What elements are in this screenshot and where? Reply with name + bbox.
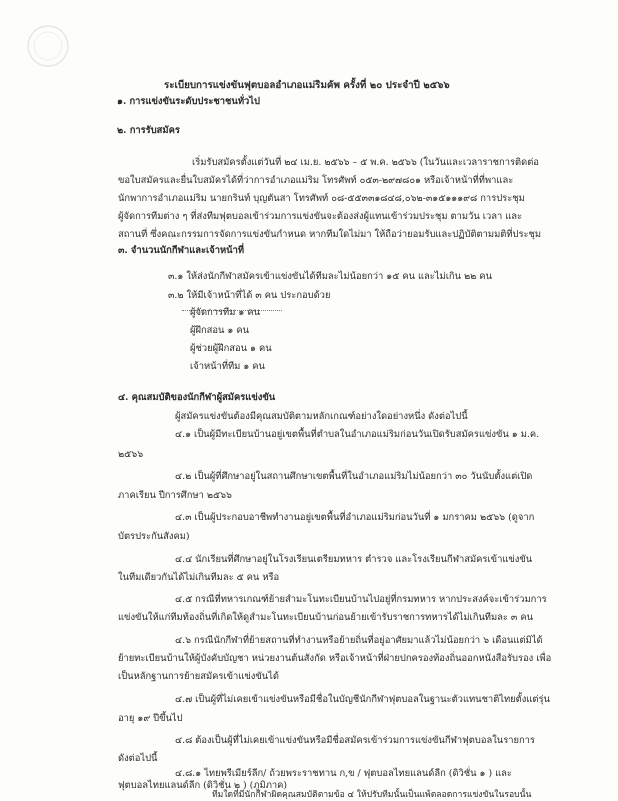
- clause-4-7-cont: อายุ ๑๙ ปีขึ้นไป: [118, 713, 183, 724]
- clause-4-2-cont: ภาคเรียน ปีการศึกษา ๒๕๖๖: [118, 490, 232, 501]
- clause-4-3: ๔.๓ เป็นผู้ประกอบอาชีพทำงานอยู่เขตพื้นที่อำเภอแม่ริมก่อนวันที่ ๑ มกราคม ๒๕๖๖ (ดูจาก: [175, 512, 535, 523]
- section-2-heading: ๒. การรับสมัคร: [117, 125, 180, 136]
- clause-4-5-cont: แข่งขันให้แก่ทีมท้องถิ่นที่เกิดให้ดูสำมะโนทะเบียนบ้านก่อนย้ายเข้ารับราชการทหารได้ไม่เกินทีมละ ๓ คน: [118, 612, 533, 623]
- clause-4-4-cont: ในทีมเดียวกันได้ไม่เกินทีมละ ๕ คน หรือ: [118, 572, 280, 583]
- staff-item: ผู้ฝึกสอน ๑ คน: [190, 325, 250, 336]
- staff-item: เจ้าหน้าที่ทีม ๑ คน: [190, 361, 265, 372]
- clause-4-3-cont: บัตรประกันสังคม): [118, 531, 190, 542]
- clause-4-2: ๔.๒ เป็นผู้ที่ศึกษาอยู่ในสถานศึกษาเขตพื้นที่ในอำเภอแม่ริมไม่น้อยกว่า ๓๐ วันนับตั้งแต่เปิด: [175, 471, 533, 482]
- clause-4-8-cont: ดังต่อไปนี้: [118, 753, 158, 764]
- section-2-line-5: สถานที่ ซึ่งคณะกรรมการจัดการแข่งขันกำหนด หากทีมใดไม่มา ให้ถือว่ายอมรับและปฏิบัติตามมติที่ประชุม: [118, 229, 542, 240]
- section-2-line-4: ผู้จัดการทีมต่าง ๆ ที่ส่งทีมฟุตบอลเข้าร่วมการแข่งขันจะต้องส่งผู้แทนเข้าร่วมประชุม ตามวัน เวลา และ: [118, 211, 523, 222]
- clause-4-7: ๔.๗ เป็นผู้ที่ไม่เคยเข้าแข่งขันหรือมีชื่อในบัญชีนักกีฬาฟุตบอลในฐานะตัวแทนชาติไทยตั้งแต่รุ่น: [175, 694, 550, 705]
- staff-item: ผู้จัดการทีม ๑ คน: [190, 307, 261, 318]
- section-3-item-2: ๓.๒ ให้มีเจ้าหน้าที่ได้ ๓ คน ประกอบด้วย: [168, 290, 331, 301]
- section-2-line-3: นักพาการอำเภอแม่ริม นายกรินท์ บุญตันสา โทรศัพท์ ๐๘-๕๕๓๓๑๘๔๘,๐๖๒-๓๑๕๑๑๑๙๘ การประชุม: [118, 193, 525, 204]
- clause-4-1: ๔.๑ เป็นผู้มีทะเบียนบ้านอยู่เขตพื้นที่ตำบลในอำเภอแม่ริมก่อนวันเปิดรับสมัครแข่งขัน ๑ ม.ค.: [175, 429, 540, 440]
- clause-4-6: ๔.๖ กรณีนักกีฬาที่ย้ายสถานที่ทำงานหรือย้ายถิ่นที่อยู่อาศัยมาแล้วไม่น้อยกว่า ๖ เดือนแต่มิได้: [175, 635, 543, 646]
- clause-4-6-cont: เป็นหลักฐานการย้ายสมัครเข้าแข่งขันได้: [118, 671, 279, 682]
- faint-stamp-icon: [24, 22, 72, 70]
- section-3-heading: ๓. จำนวนนักกีฬาและเจ้าหน้าที่: [118, 245, 245, 256]
- clause-4-5: ๔.๕ กรณีที่ทหารเกณฑ์ย้ายสำมะโนทะเบียนบ้านไปอยู่ที่กรมทหาร หากประสงค์จะเข้าร่วมการ: [175, 594, 547, 605]
- section-4-heading: ๔. คุณสมบัติของนักกีฬาผู้สมัครแข่งขัน: [118, 392, 276, 403]
- section-1-heading: ๑. การแข่งขันระดับประชาชนทั่วไป: [117, 96, 260, 107]
- section-2-line-1: เริ่มรับสมัครตั้งแต่วันที่ ๒๔ เม.ย. ๒๕๖๖ – ๕ พ.ค. ๒๕๖๖ (ในวันและเวลาราชการติดต่อ: [192, 157, 539, 168]
- clause-4-4: ๔.๔ นักเรียนที่ศึกษาอยู่ในโรงเรียนเตรียมทหาร ตำรวจ และโรงเรียนกีฬาสมัครเข้าแข่งขัน: [175, 554, 533, 565]
- clause-4-8-1-cont: ฟุตบอลไทยแลนด์ลีก (ดิวิชั่น ๒ ) (ภูมิภาค): [118, 780, 288, 791]
- staff-item: ผู้ช่วยผู้ฝึกสอน ๑ คน: [190, 343, 272, 354]
- section-3-item-1: ๓.๑ ให้ส่งนักกีฬาสมัครเข้าแข่งขันได้ทีมละไม่น้อยกว่า ๑๕ คน และไม่เกิน ๒๒ คน: [168, 271, 492, 282]
- closing-note: ทีมใดที่มีนักกีฬาผิดคุณสมบัติตามข้อ ๔ ให้ปรับทีมนั้นเป็นแพ้ตลอดการแข่งขันในรอบนั้น: [212, 790, 532, 800]
- clause-4-8-1: ๔.๘.๑ ไทยพรีเมียร์ลีก/ ถ้วยพระราชทาน ก,ข / ฟุตบอลไทยแลนด์ลีก (ดิวิชั่น ๑ ) และ: [175, 768, 512, 779]
- clause-4-8: ๔.๘ ต้องเป็นผู้ที่ไม่เคยเข้าแข่งขันหรือมีชื่อสมัครเข้าร่วมการแข่งขันกีฬาฟุตบอลในรายการ: [175, 735, 535, 746]
- section-4-intro: ผู้สมัครแข่งขันต้องมีคุณสมบัติตามหลักเกณฑ์อย่างใดอย่างหนึ่ง ดังต่อไปนี้: [175, 411, 468, 422]
- doc-title: ระเบียบการแข่งขันฟุตบอลอำเภอแม่ริมคัพ ครั้งที่ ๒๐ ประจำปี ๒๕๖๖: [164, 80, 450, 91]
- section-2-line-2: ขอใบสมัครและยื่นใบสมัครได้ที่ว่าการอำเภอแม่ริม โทรศัพท์ ๐๕๓-๒๙๗๘๐๑ หรือเจ้าหน้าที่ที่พาและ: [118, 175, 514, 186]
- clause-4-1-cont: ๒๕๖๖: [118, 449, 144, 460]
- clause-4-6-cont: ย้ายทะเบียนบ้านให้ผู้บังคับบัญชา หน่วยงานต้นสังกัด หรือเจ้าหน้าที่ฝ่ายปกครองท้องถิ่นออกหนังสือรับรอง เพื่อ: [118, 653, 552, 664]
